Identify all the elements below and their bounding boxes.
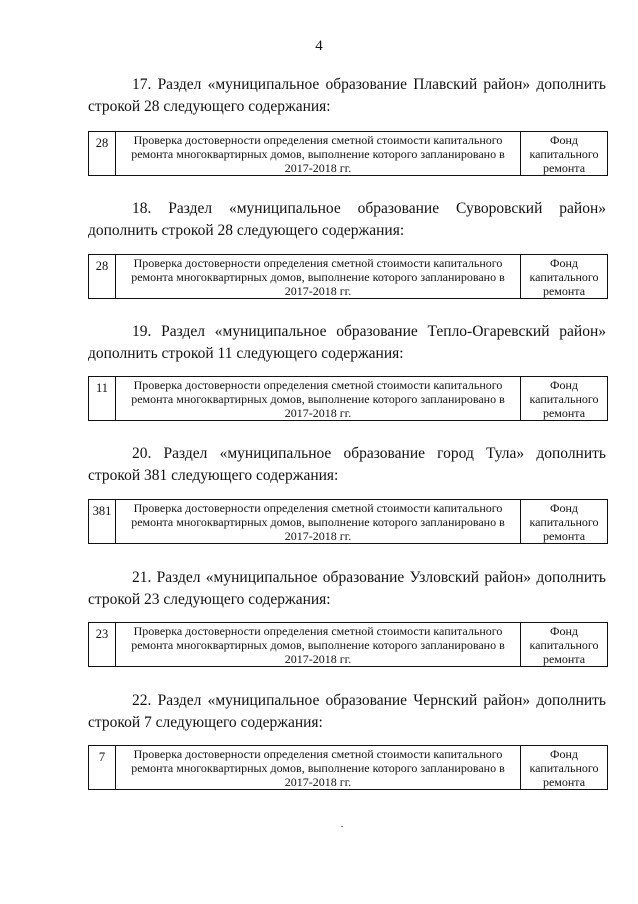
- table-row: [89, 500, 608, 544]
- row-number: 7: [89, 746, 116, 790]
- amendment-table-17: [88, 131, 608, 176]
- row-number: 11: [89, 377, 116, 421]
- row-number: 28: [89, 132, 116, 176]
- row-description: Проверка достоверности определения сметной стоимости капитального ремонта многоквартирных домов, выполнение которого запланировано в 2017-2018 гг.: [116, 132, 521, 176]
- amendment-text: 22. Раздел «муниципальное образование Чернский район» дополнить строкой 7 следующего содержания:: [88, 692, 606, 731]
- amendment-text: 20. Раздел «муниципальное образование город Тула» дополнить строкой 381 следующего содержания:: [88, 445, 606, 484]
- row-description: Проверка достоверности определения сметной стоимости капитального ремонта многоквартирных домов, выполнение которого запланировано в 2017-2018 гг.: [116, 255, 521, 299]
- row-number: 381: [89, 500, 116, 544]
- amendment-table-22: [88, 745, 608, 790]
- row-description: Проверка достоверности определения сметной стоимости капитального ремонта многоквартирных домов, выполнение которого запланировано в 2017-2018 гг.: [116, 500, 521, 544]
- row-fund: Фонд капитального ремонта: [521, 746, 608, 790]
- scan-speck: [341, 826, 343, 827]
- amendment-paragraph-22: [88, 690, 606, 734]
- row-fund: Фонд капитального ремонта: [521, 377, 608, 421]
- amendment-table-19: [88, 376, 608, 421]
- row-fund: Фонд капитального ремонта: [521, 500, 608, 544]
- amendment-text: 21. Раздел «муниципальное образование Узловский район» дополнить строкой 23 следующего содержания:: [88, 569, 606, 608]
- amendment-paragraph-20: [88, 443, 606, 487]
- table-row: [89, 746, 608, 790]
- amendment-paragraph-19: [88, 321, 606, 365]
- row-description: Проверка достоверности определения сметной стоимости капитального ремонта многоквартирных домов, выполнение которого запланировано в 2017-2018 гг.: [116, 377, 521, 421]
- amendment-table-20: [88, 499, 608, 544]
- row-number: 28: [89, 255, 116, 299]
- amendment-table-18: [88, 254, 608, 299]
- amendment-text: 19. Раздел «муниципальное образование Тепло-Огаревский район» дополнить строкой 11 следующего содержания:: [88, 323, 606, 362]
- row-number: 23: [89, 623, 116, 667]
- amendment-table-21: [88, 622, 608, 667]
- row-description: Проверка достоверности определения сметной стоимости капитального ремонта многоквартирных домов, выполнение которого запланировано в 2017-2018 гг.: [116, 623, 521, 667]
- amendment-paragraph-18: [88, 198, 606, 242]
- amendment-text: 18. Раздел «муниципальное образование Суворовский район» дополнить строкой 28 следующего содержания:: [88, 200, 606, 239]
- page-number: 4: [315, 38, 323, 54]
- row-fund: Фонд капитального ремонта: [521, 132, 608, 176]
- amendment-text: 17. Раздел «муниципальное образование Плавский район» дополнить строкой 28 следующего содержания:: [88, 76, 606, 115]
- amendment-paragraph-17: [88, 74, 606, 118]
- row-fund: Фонд капитального ремонта: [521, 623, 608, 667]
- table-row: [89, 377, 608, 421]
- row-fund: Фонд капитального ремонта: [521, 255, 608, 299]
- amendment-paragraph-21: [88, 567, 606, 611]
- table-row: [89, 132, 608, 176]
- table-row: [89, 255, 608, 299]
- row-description: Проверка достоверности определения сметной стоимости капитального ремонта многоквартирных домов, выполнение которого запланировано в 2017-2018 гг.: [116, 746, 521, 790]
- table-row: [89, 623, 608, 667]
